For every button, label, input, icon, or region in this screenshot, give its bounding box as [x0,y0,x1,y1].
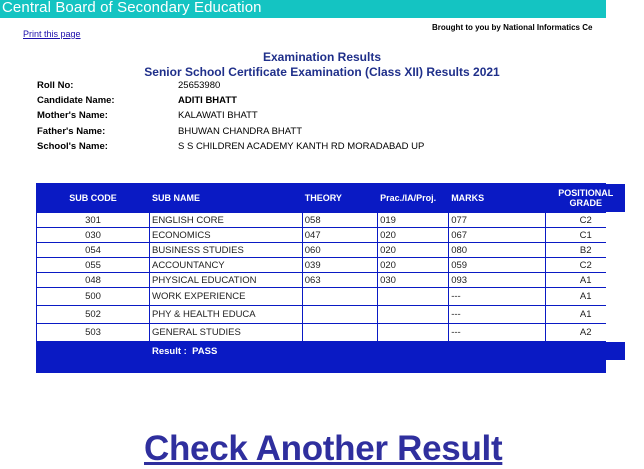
theory-cell [303,306,377,323]
grade-cell: C2 [546,258,625,272]
result-cell [150,342,625,360]
table-row [37,243,625,257]
theory-cell [303,288,377,305]
grade-cell: C1 [546,228,625,242]
table-row [37,258,625,272]
info-label: Father's Name: [37,125,106,137]
prac-cell: 020 [378,243,448,257]
sub-code-cell: 048 [37,273,149,287]
sub-code-cell: 502 [37,306,149,323]
result-value: PASS [192,345,218,357]
sub-code-cell: 030 [37,228,149,242]
col-header-marks: MARKS [449,184,545,212]
theory-cell: 058 [303,213,377,227]
table-header-row [37,184,625,212]
marks-cell: 093 [449,273,545,287]
info-value: ADITI BHATT [178,95,237,107]
print-page-link[interactable]: Print this page [23,29,81,39]
results-title: Examination Results [262,50,382,64]
result-row [37,342,625,360]
marks-table-container [36,183,614,373]
sub-code-cell: 503 [37,324,149,341]
header-bar [0,0,606,18]
info-value: S S CHILDREN ACADEMY KANTH RD MORADABAD UP [178,140,425,152]
sub-name-cell: ACCOUNTANCY [150,258,302,272]
header-title: Central Board of Secondary Education [2,0,262,16]
result-spacer [37,342,149,360]
info-label: Mother's Name: [37,110,108,122]
grade-cell: A2 [546,324,625,341]
info-label: Candidate Name: [37,95,115,107]
prac-cell: 020 [378,228,448,242]
info-value: 25653980 [178,80,221,91]
marks-table [36,183,626,361]
sub-name-cell: WORK EXPERIENCE [150,288,302,305]
prac-cell [378,324,448,341]
check-another-result-link[interactable]: Check Another Result [144,429,503,468]
sub-name-cell: PHY & HEALTH EDUCA [150,306,302,323]
col-header-sub-name: SUB NAME [150,184,302,212]
prac-cell: 019 [378,213,448,227]
table-row [37,228,625,242]
table-row [37,273,625,287]
marks-cell: 067 [449,228,545,242]
sub-name-cell: ENGLISH CORE [150,213,302,227]
marks-cell: --- [449,288,545,305]
col-header-sub-code: SUB CODE [37,184,149,212]
sub-name-cell: BUSINESS STUDIES [150,243,302,257]
sub-code-cell: 301 [37,213,149,227]
sub-code-cell: 054 [37,243,149,257]
table-row [37,324,625,341]
sub-name-cell: GENERAL STUDIES [150,324,302,341]
exam-title: Senior School Certificate Examination (Class XII) Results 2021 [144,65,500,79]
col-header-practical: Prac./IA/Proj. [378,184,448,212]
grade-cell: B2 [546,243,625,257]
marks-cell: 077 [449,213,545,227]
marks-cell: 080 [449,243,545,257]
marks-cell: --- [449,306,545,323]
col-header-theory: THEORY [303,184,377,212]
info-label: School's Name: [37,140,108,152]
theory-cell: 047 [303,228,377,242]
grade-cell: C2 [546,213,625,227]
prac-cell: 030 [378,273,448,287]
sub-code-cell: 055 [37,258,149,272]
sub-code-cell: 500 [37,288,149,305]
marks-cell: 059 [449,258,545,272]
table-row [37,213,625,227]
table-row [37,306,625,323]
info-value: KALAWATI BHATT [178,110,258,122]
info-label: Roll No: [37,80,74,91]
theory-cell: 039 [303,258,377,272]
table-row [37,288,625,305]
grade-cell: A1 [546,273,625,287]
prac-cell [378,306,448,323]
prac-cell: 020 [378,258,448,272]
marks-cell: --- [449,324,545,341]
theory-cell: 060 [303,243,377,257]
grade-cell: A1 [546,306,625,323]
brought-by-text: Brought to you by National Informatics Ce [432,23,593,32]
col-header-grade: POSITIONAL GRADE [546,184,625,212]
theory-cell: 063 [303,273,377,287]
sub-name-cell: PHYSICAL EDUCATION [150,273,302,287]
sub-name-cell: ECONOMICS [150,228,302,242]
info-value: BHUWAN CHANDRA BHATT [178,125,303,137]
grade-cell: A1 [546,288,625,305]
theory-cell [303,324,377,341]
result-label: Result : [151,345,187,357]
prac-cell [378,288,448,305]
